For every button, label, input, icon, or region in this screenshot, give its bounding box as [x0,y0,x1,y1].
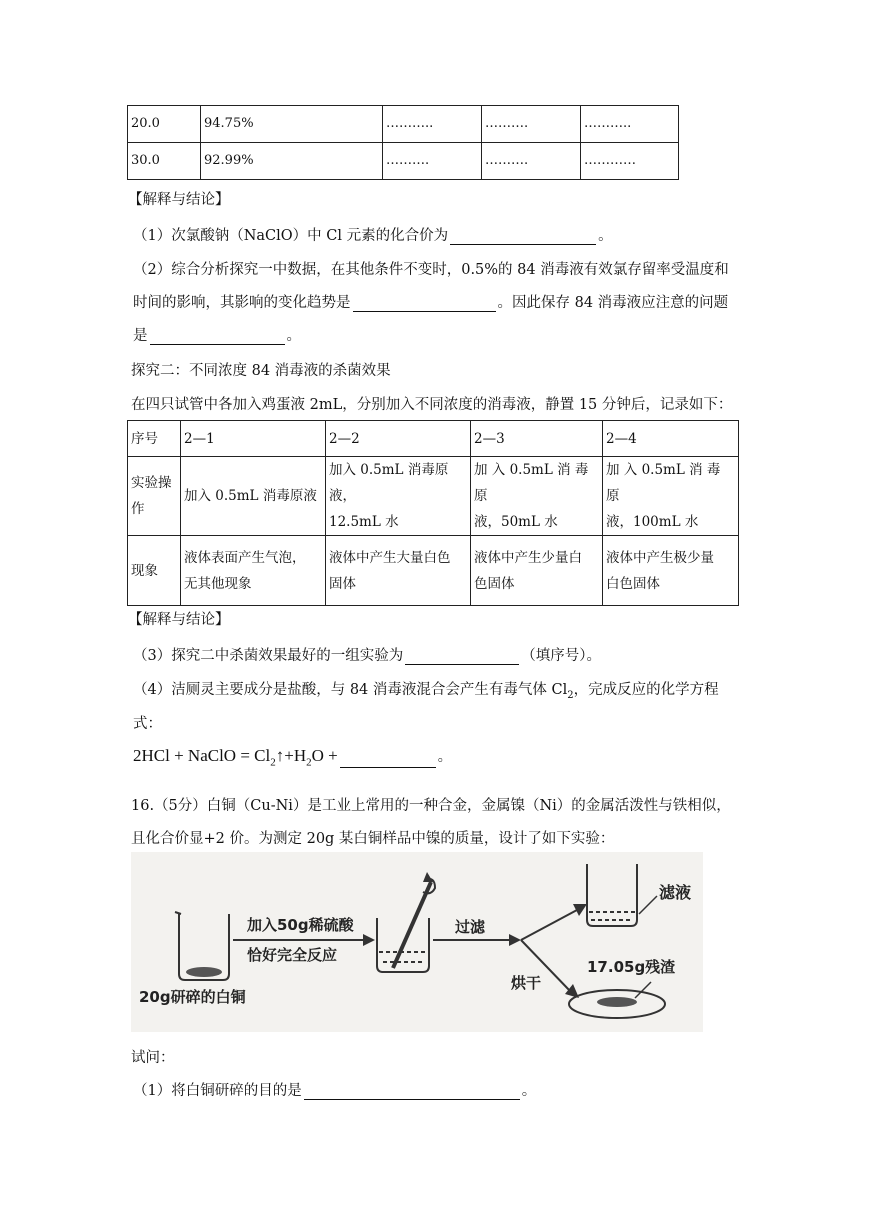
question-2-line1: （2）综合分析探究一中数据，在其他条件不变时，0.5%的 84 消毒液有效氯存留率受温度和 [133,262,729,278]
equation-part: 2HCl + NaClO = Cl [133,746,271,765]
table-cell: 现象 [128,536,181,606]
table-row [128,536,739,606]
question-text: （3）探究二中杀菌效果最好的一组实验为 [133,648,404,664]
table-cell: ………… [581,143,679,180]
label-filter: 过滤 [455,918,486,936]
table-cell [128,457,181,536]
equation-part: +H [284,746,307,765]
table-cell [471,457,603,536]
cell-line: 液体中产生少量白 [474,549,582,566]
question-16-1 [133,1079,536,1100]
table-cell: 序号 [128,421,181,457]
answer-blank[interactable] [150,328,285,345]
table-cell: ………. [383,143,482,180]
cell-line: 液体中产生极少量 [606,549,714,566]
label-complete-reaction: 恰好完全反应 [247,946,338,964]
experiment-diagram [131,852,703,1032]
table-cell [181,457,326,536]
question-text: （1）次氯酸钠（NaClO）中 Cl 元素的化合价为 [133,228,449,244]
cell-line: 色固体 [474,575,515,592]
cell-line: 加 入 0.5mL 消 毒 原 [606,462,721,504]
table-cell [603,536,739,606]
table-cell: 2—2 [326,421,471,457]
table-cell: 92.99% [201,143,383,180]
table-cell: 30.0 [128,143,201,180]
section-heading: 【解释与结论】 [128,192,230,208]
equation-part: 。 [437,750,452,765]
table-cell [326,536,471,606]
table-cell: 20.0 [128,106,201,143]
table-row [128,421,739,457]
cell-line: 液，50mL 水 [474,514,558,530]
subscript: 2 [567,689,574,701]
question-16-line2: 且化合价显+2 价。为测定 20g 某白铜样品中镍的质量，设计了如下实验： [131,831,615,847]
table-row [128,106,679,143]
cell-line: 无其他现象 [184,575,252,592]
explore2-title: 探究二：不同浓度 84 消毒液的杀菌效果 [131,363,391,379]
question-2-line3 [133,324,301,345]
question-text: （1）将白铜研碎的目的是 [133,1083,302,1099]
question-text: ，完成反应的化学方程 [573,682,719,698]
question-16-line1: 16.（5分）白铜（Cu-Ni）是工业上常用的一种合金，金属镍（Ni）的金属活泼性与铁相似， [131,798,731,814]
subscript: 2 [270,756,276,769]
table-row [128,457,739,536]
cell-line: 加入 0.5mL 消毒原液 [184,488,317,504]
question-3 [133,644,601,665]
label-sample: 20g研碎的白铜 [139,988,246,1006]
answer-blank[interactable] [450,228,596,245]
question-text: 。 [521,1083,537,1099]
table-cell [181,536,326,606]
question-text: 是 [133,328,148,344]
question-text: 。 [286,328,301,344]
table-cell: ………. [482,106,581,143]
question-text: 。因此保存 84 消毒液应注意的问题 [497,295,729,311]
table-cell [471,536,603,606]
metal-powder-icon [186,967,222,977]
explore2-intro: 在四只试管中各加入鸡蛋液 2mL，分别加入不同浓度的消毒液，静置 15 分钟后，记录如下： [131,397,733,413]
answer-blank[interactable] [340,749,436,768]
cell-line: 白色固体 [606,575,660,592]
experiment-table [127,420,739,606]
equation-part: O + [311,746,338,765]
cell-line: 实验操 [131,475,172,491]
ask-label: 试问： [131,1050,175,1066]
table-cell: ……….. [581,106,679,143]
table-cell [326,457,471,536]
retention-table [127,105,679,180]
question-4-line2: 式： [133,716,162,732]
cell-line: 加 入 0.5mL 消 毒 原 [474,462,589,504]
table-cell: 2—3 [471,421,603,457]
table-cell: 2—4 [603,421,739,457]
table-cell: 2—1 [181,421,326,457]
table-cell [603,457,739,536]
gas-arrow-icon: ↑ [275,746,285,765]
question-text: 。 [598,228,613,244]
cell-line: 固体 [329,575,356,592]
table-cell: 94.75% [201,106,383,143]
question-text: （填序号）。 [521,648,601,664]
label-dry: 烘干 [511,974,542,992]
cell-line: 液，100mL 水 [606,514,699,530]
cell-line: 12.5mL 水 [329,514,399,530]
answer-blank[interactable] [405,648,519,665]
cell-line: 加入 0.5mL 消毒原液， [329,462,449,504]
chemical-equation [133,746,452,768]
table-cell: ………. [482,143,581,180]
cell-line: 作 [131,501,145,517]
label-residue: 17.05g残渣 [587,958,676,976]
question-1 [133,224,613,245]
subscript: 2 [306,756,312,769]
label-filtrate: 滤液 [659,883,692,902]
table-cell: ……….. [383,106,482,143]
cell-line: 液体表面产生气泡， [184,549,306,566]
table-row [128,143,679,180]
section-heading: 【解释与结论】 [128,612,230,628]
question-2-line2 [133,291,728,312]
question-text: （4）洁厕灵主要成分是盐酸，与 84 消毒液混合会产生有毒气体 Cl [133,682,568,698]
label-add-acid: 加入50g稀硫酸 [247,916,354,934]
residue-icon [597,997,637,1007]
answer-blank[interactable] [304,1083,520,1100]
question-4-line1 [133,678,719,701]
question-text: 时间的影响，其影响的变化趋势是 [133,295,351,311]
cell-line: 液体中产生大量白色 [329,549,451,566]
answer-blank[interactable] [353,295,496,312]
